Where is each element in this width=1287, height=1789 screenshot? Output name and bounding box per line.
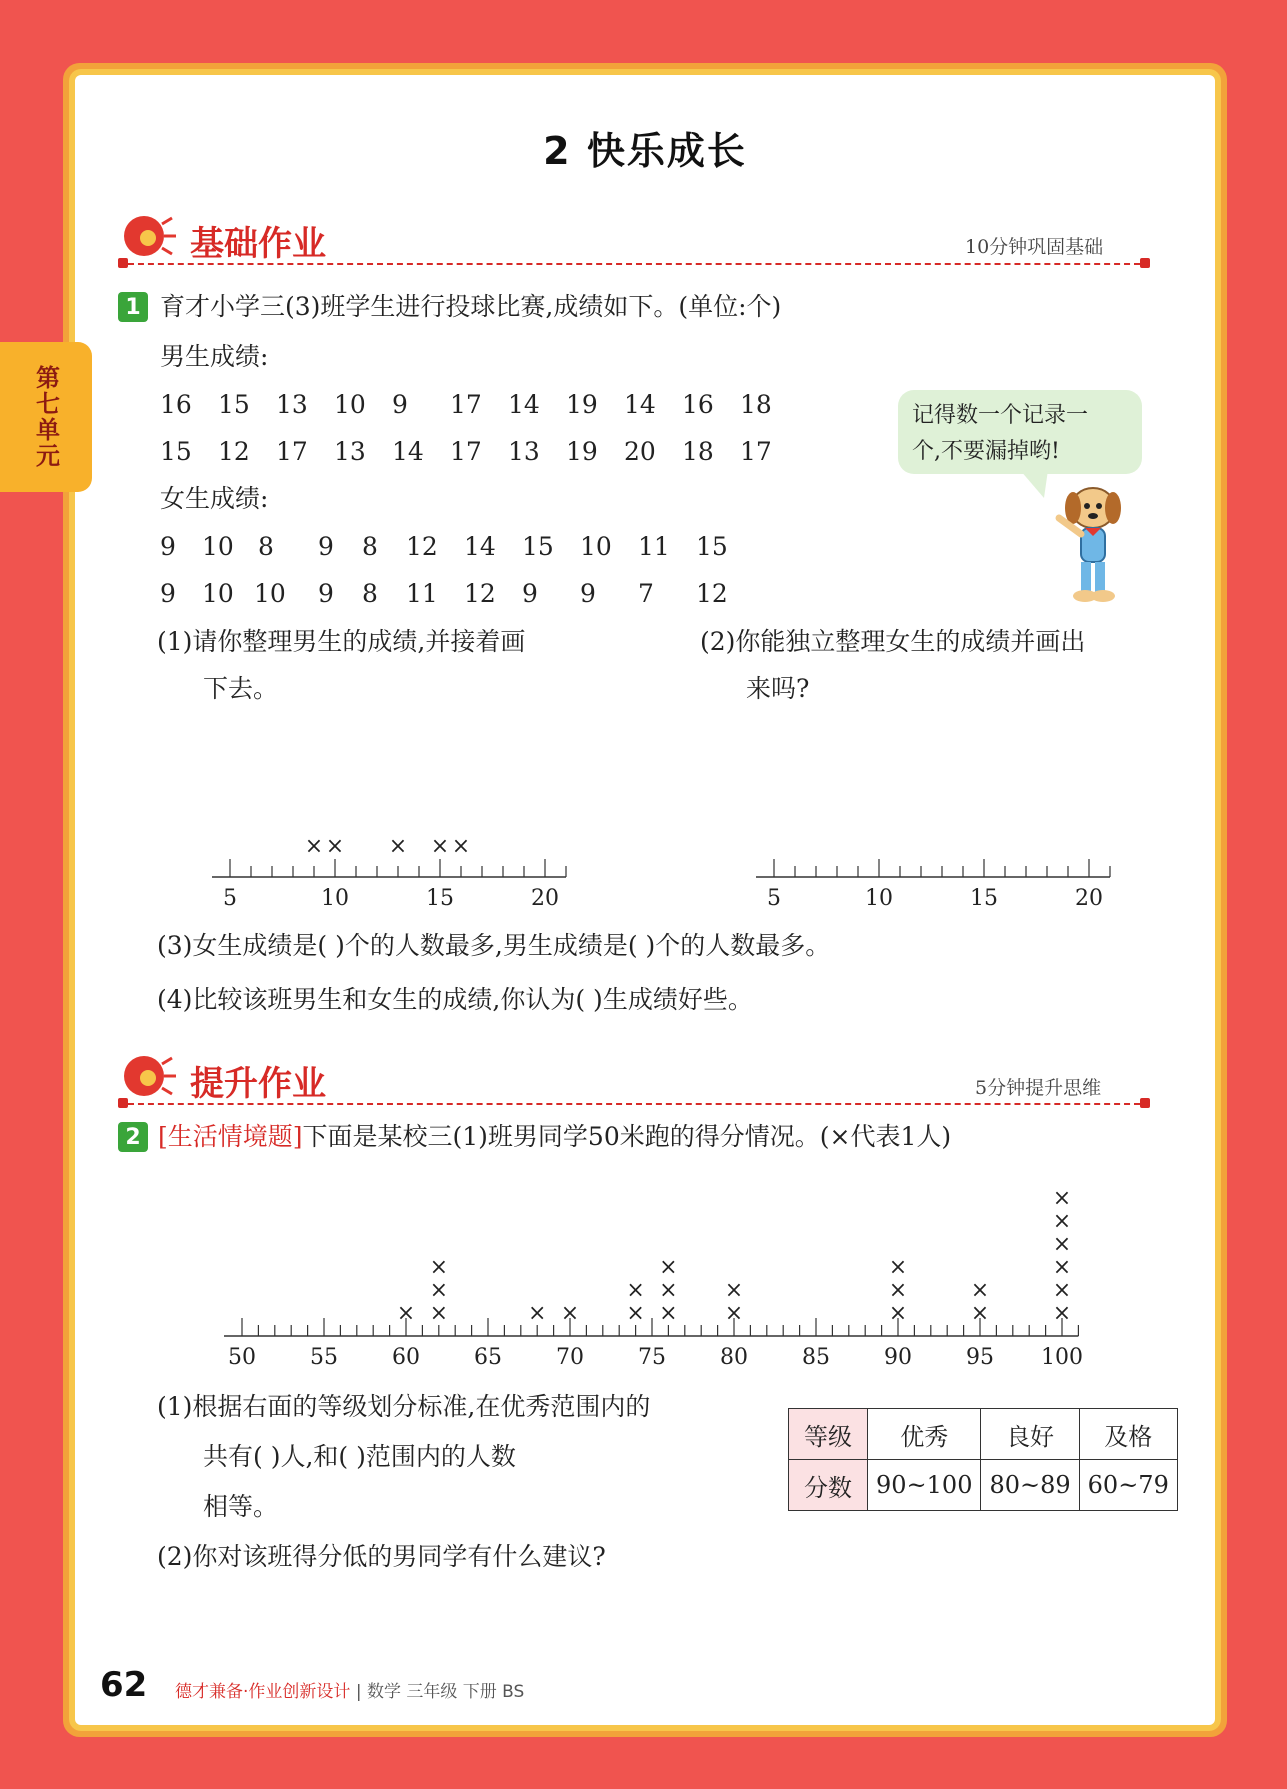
tick-label: 5 — [767, 886, 781, 911]
score: 12 — [696, 579, 728, 608]
score: 17 — [276, 437, 308, 466]
question-2-line — [158, 1122, 951, 1152]
score: 9 — [160, 532, 176, 561]
tick-label: 50 — [228, 1345, 256, 1370]
score: 15 — [160, 437, 192, 466]
q2-1-line2: 共有( )人,和( )范围内的人数 — [203, 1442, 516, 1471]
table-cell: 分数 — [789, 1460, 868, 1511]
tick-label: 20 — [531, 886, 559, 911]
data-mark-x: × — [1052, 1186, 1072, 1211]
tick-label: 60 — [392, 1345, 420, 1370]
score: 18 — [682, 437, 714, 466]
boys-line-plot — [200, 820, 580, 920]
data-mark-x: × — [429, 1255, 449, 1280]
data-mark-x: × — [1052, 1232, 1072, 1257]
data-mark-x: × — [724, 1278, 744, 1303]
grade-table — [788, 1408, 1178, 1511]
score: 10 — [254, 579, 286, 608]
data-mark-x: × — [888, 1255, 908, 1280]
score: 15 — [696, 532, 728, 561]
score: 11 — [638, 532, 670, 561]
data-mark-x: × — [304, 834, 324, 859]
tick-label: 15 — [426, 886, 454, 911]
score: 9 — [318, 532, 334, 561]
score: 8 — [362, 579, 378, 608]
score: 20 — [624, 437, 656, 466]
score: 13 — [508, 437, 540, 466]
data-mark-x: × — [659, 1255, 678, 1280]
q1-2-line2: 来吗? — [746, 674, 810, 703]
table-cell: 及格 — [1079, 1409, 1177, 1460]
score: 13 — [276, 390, 308, 419]
dog-mascot-icon — [1045, 478, 1135, 608]
score: 17 — [450, 437, 482, 466]
run-score-line-plot — [220, 1170, 1100, 1380]
question-2-intro: 下面是某校三(1)班男同学50米跑的得分情况。(×代表1人) — [302, 1122, 952, 1151]
q1-1-line2: 下去。 — [203, 674, 279, 703]
q1-3: (3)女生成绩是( )个的人数最多,男生成绩是( )个的人数最多。 — [157, 931, 831, 960]
score: 10 — [334, 390, 366, 419]
table-row — [789, 1460, 1178, 1511]
tick-label: 55 — [310, 1345, 338, 1370]
score: 17 — [740, 437, 772, 466]
section2-heading: 提升作业 — [190, 1064, 326, 1104]
bell-icon — [118, 210, 178, 260]
data-mark-x: × — [429, 1301, 449, 1326]
q1-4: (4)比较该班男生和女生的成绩,你认为( )生成绩好些。 — [157, 985, 753, 1014]
score: 16 — [682, 390, 714, 419]
data-mark-x: × — [724, 1301, 744, 1326]
unit-tab — [0, 342, 92, 492]
data-mark-x: × — [560, 1301, 580, 1326]
unit-tab-label: 第七单元 — [31, 365, 60, 469]
q2-1-line3: 相等。 — [203, 1492, 279, 1521]
score: 8 — [258, 532, 274, 561]
table-cell: 90~100 — [868, 1460, 981, 1511]
section2-note: 5分钟提升思维 — [975, 1077, 1102, 1099]
tick-label: 90 — [884, 1345, 912, 1370]
score: 13 — [334, 437, 366, 466]
page-number: 62 — [100, 1665, 148, 1705]
tick-label: 85 — [802, 1345, 830, 1370]
score: 8 — [362, 532, 378, 561]
score: 9 — [392, 390, 408, 419]
table-row — [789, 1409, 1178, 1460]
tick-label: 70 — [556, 1345, 584, 1370]
score: 12 — [218, 437, 250, 466]
table-cell: 60~79 — [1079, 1460, 1177, 1511]
data-mark-x: × — [659, 1301, 678, 1326]
tick-label: 65 — [474, 1345, 502, 1370]
girls-label: 女生成绩: — [160, 484, 269, 513]
score: 10 — [202, 532, 234, 561]
footer-subject: 数学 三年级 下册 BS — [366, 1682, 525, 1702]
score: 18 — [740, 390, 772, 419]
tick-label: 95 — [966, 1345, 994, 1370]
hint-line-2: 个,不要漏掉哟! — [912, 439, 1060, 464]
data-mark-x: × — [1052, 1278, 1072, 1303]
hint-line-1: 记得数一个记录一 — [912, 403, 1089, 428]
score: 14 — [392, 437, 424, 466]
tick-label: 80 — [720, 1345, 748, 1370]
score: 19 — [566, 390, 598, 419]
divider-dot — [118, 1098, 128, 1108]
data-mark-x: × — [1052, 1255, 1072, 1280]
boys-label: 男生成绩: — [160, 342, 269, 371]
divider-dot — [118, 258, 128, 268]
section1-divider — [128, 263, 1140, 265]
score: 11 — [406, 579, 438, 608]
tick-label: 75 — [638, 1345, 666, 1370]
data-mark-x: × — [626, 1301, 645, 1326]
score: 9 — [522, 579, 538, 608]
score: 14 — [624, 390, 656, 419]
score: 9 — [580, 579, 596, 608]
data-mark-x: × — [626, 1278, 645, 1303]
page-title: 2 快乐成长 — [543, 129, 747, 173]
question-1-intro: 育才小学三(3)班学生进行投球比赛,成绩如下。(单位:个) — [160, 292, 782, 321]
tick-label: 100 — [1041, 1345, 1083, 1370]
score: 15 — [218, 390, 250, 419]
score: 10 — [202, 579, 234, 608]
score: 7 — [638, 579, 654, 608]
q1-1-line1: (1)请你整理男生的成绩,并接着画 — [157, 627, 526, 656]
data-mark-x: × — [388, 834, 408, 859]
score: 14 — [508, 390, 540, 419]
q2-1-line1: (1)根据右面的等级划分标准,在优秀范围内的 — [157, 1392, 651, 1421]
data-mark-x: × — [1052, 1301, 1072, 1326]
table-cell: 良好 — [981, 1409, 1079, 1460]
girls-line-plot — [744, 820, 1124, 920]
score: 10 — [580, 532, 612, 561]
tick-label: 5 — [223, 886, 237, 911]
tick-label: 10 — [865, 886, 893, 911]
section2-divider — [128, 1103, 1140, 1105]
data-mark-x: × — [430, 834, 450, 859]
section1-note: 10分钟巩固基础 — [965, 236, 1104, 258]
data-mark-x: × — [970, 1278, 990, 1303]
question-2-tag: [生活情境题] — [158, 1122, 303, 1151]
divider-dot — [1140, 258, 1150, 268]
data-mark-x: × — [325, 834, 345, 859]
tick-label: 10 — [321, 886, 349, 911]
tick-label: 15 — [970, 886, 998, 911]
score: 12 — [464, 579, 496, 608]
section1-heading: 基础作业 — [190, 224, 326, 264]
score: 17 — [450, 390, 482, 419]
bell-icon — [118, 1050, 178, 1100]
score: 16 — [160, 390, 192, 419]
table-cell: 等级 — [789, 1409, 868, 1460]
score: 19 — [566, 437, 598, 466]
score: 12 — [406, 532, 438, 561]
data-mark-x: × — [396, 1301, 416, 1326]
divider-dot — [1140, 1098, 1150, 1108]
q2-2: (2)你对该班得分低的男同学有什么建议? — [157, 1542, 606, 1571]
data-mark-x: × — [970, 1301, 990, 1326]
footer-brand: 德才兼备·作业创新设计 — [175, 1682, 351, 1702]
data-mark-x: × — [659, 1278, 678, 1303]
q1-2-line1: (2)你能独立整理女生的成绩并画出 — [700, 627, 1086, 656]
table-cell: 80~89 — [981, 1460, 1079, 1511]
score: 15 — [522, 532, 554, 561]
score: 9 — [318, 579, 334, 608]
data-mark-x: × — [888, 1278, 908, 1303]
data-mark-x: × — [451, 834, 471, 859]
score: 14 — [464, 532, 496, 561]
data-mark-x: × — [429, 1278, 449, 1303]
question-2-badge: 2 — [118, 1122, 148, 1152]
data-mark-x: × — [888, 1301, 908, 1326]
data-mark-x: × — [1052, 1209, 1072, 1234]
score: 9 — [160, 579, 176, 608]
question-1-badge: 1 — [118, 292, 148, 322]
data-mark-x: × — [527, 1301, 547, 1326]
tick-label: 20 — [1075, 886, 1103, 911]
footer-text: 德才兼备·作业创新设计 | 数学 三年级 下册 BS — [175, 1682, 525, 1702]
hint-bubble — [898, 390, 1142, 474]
table-cell: 优秀 — [868, 1409, 981, 1460]
